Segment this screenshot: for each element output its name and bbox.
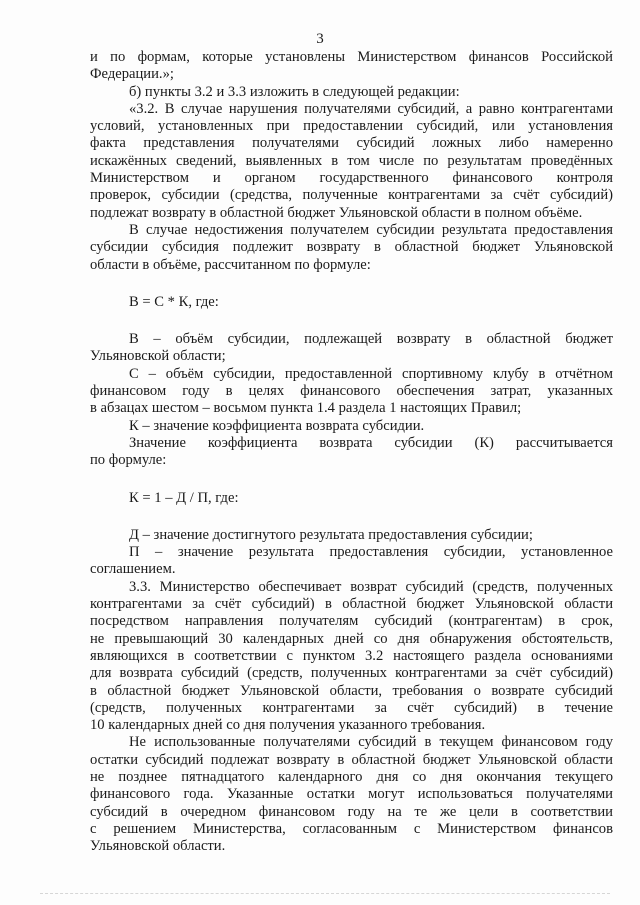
paragraph-line: субсидии субсидия подлежит возврату в областной бюджет Ульяновской [90, 239, 613, 256]
paragraph-line: посредством направления получателям субсидий (контрагентам) в срок, [90, 613, 613, 630]
paragraph-line: 3.3. Министерство обеспечивает возврат субсидий (средств, полученных [129, 578, 613, 595]
paragraph-line: В – объём субсидии, подлежащей возврату в областной бюджет [129, 331, 613, 348]
paragraph-line: для возврата субсидий (средств, полученных контрагентами за счёт субсидий) [90, 665, 613, 682]
paragraph-line: с решением Министерства, согласованным с Министерством финансов [90, 820, 613, 837]
paragraph-line: факта представления получателями субсидий ложных либо намеренно [90, 135, 613, 152]
paragraph-line: подлежат возврату в областной бюджет Ульяновской области в полном объёме. [90, 204, 583, 221]
paragraph-line: не превышающий 30 календарных дней со дня обнаружения обстоятельств, [90, 630, 613, 647]
paragraph-line: по формуле: [90, 452, 167, 469]
paragraph-line: Ульяновской области. [90, 838, 226, 855]
paragraph-line: искажённых сведений, выявленных в том числе по результатам проведённых [90, 152, 613, 169]
paragraph-line: финансового года. Указанные остатки могут использоваться получателями [90, 786, 613, 803]
paragraph-line: соглашением. [90, 561, 176, 578]
paragraph-line: области в объёме, рассчитанном по формуле: [90, 256, 371, 273]
paragraph-line: Д – значение достигнутого результата предоставления субсидии; [129, 526, 533, 543]
scan-edge-line [40, 893, 610, 895]
paragraph-line: условий, установленных при предоставлении субсидий, или установления [90, 118, 613, 135]
page-number: 3 [316, 31, 324, 47]
paragraph-line: в областной бюджет Ульяновской области, требования о возврате субсидий [90, 682, 613, 699]
paragraph-line: «3.2. В случае нарушения получателями субсидий, а равно контрагентами [129, 100, 613, 117]
paragraph-line: В случае недостижения получателем субсидии результата предоставления [129, 221, 613, 238]
formula: К = 1 – Д / П, где: [129, 489, 239, 506]
paragraph-line: и по формам, которые установлены Министерством финансов Российской [90, 49, 613, 65]
document-body [90, 49, 613, 855]
paragraph-line: 10 календарных дней со дня получения указанного требования. [90, 717, 486, 734]
paragraph-line: П – значение результата предоставления субсидии, установленное [129, 544, 613, 561]
paragraph-line: субсидий в очередном финансовом году на те же цели в соответствии [90, 803, 613, 820]
paragraph-line: в абзацах шестом – восьмом пункта 1.4 раздела 1 настоящих Правил; [90, 400, 522, 417]
paragraph-line: К – значение коэффициента возврата субсидии. [129, 417, 425, 434]
paragraph-line: Ульяновской области; [90, 348, 226, 365]
paragraph-line: (средств, полученных контрагентами за счёт субсидий) в течение [90, 699, 613, 716]
paragraph-line: Не использованные получателями субсидий в текущем финансовом году [129, 734, 613, 751]
paragraph-line: контрагентами за счёт субсидий) в областной бюджет Ульяновской области [90, 596, 613, 613]
paragraph-line: Федерации.»; [90, 66, 174, 83]
formula: В = С * К, где: [129, 293, 219, 310]
paragraph-line: проверок, субсидии (средства, полученные контрагентами за счёт субсидий) [90, 187, 613, 204]
paragraph-line: являющихся в соответствии с пунктом 3.2 настоящего раздела основаниями [90, 647, 613, 664]
paragraph-line: Значение коэффициента возврата субсидии (К) рассчитывается [129, 434, 613, 451]
paragraph-line: остатки субсидий подлежат возврату в областной бюджет Ульяновской области [90, 751, 613, 768]
paragraph-line: Министерством и органом государственного финансового контроля [90, 170, 613, 187]
paragraph-line: финансовом году в целях финансового обеспечения затрат, указанных [90, 383, 613, 400]
paragraph-line: С – объём субсидии, предоставленной спортивному клубу в отчётном [129, 365, 613, 382]
paragraph-line: б) пункты 3.2 и 3.3 изложить в следующей редакции: [129, 83, 460, 100]
paragraph-line: не позднее пятнадцатого календарного дня со дня окончания текущего [90, 768, 613, 785]
